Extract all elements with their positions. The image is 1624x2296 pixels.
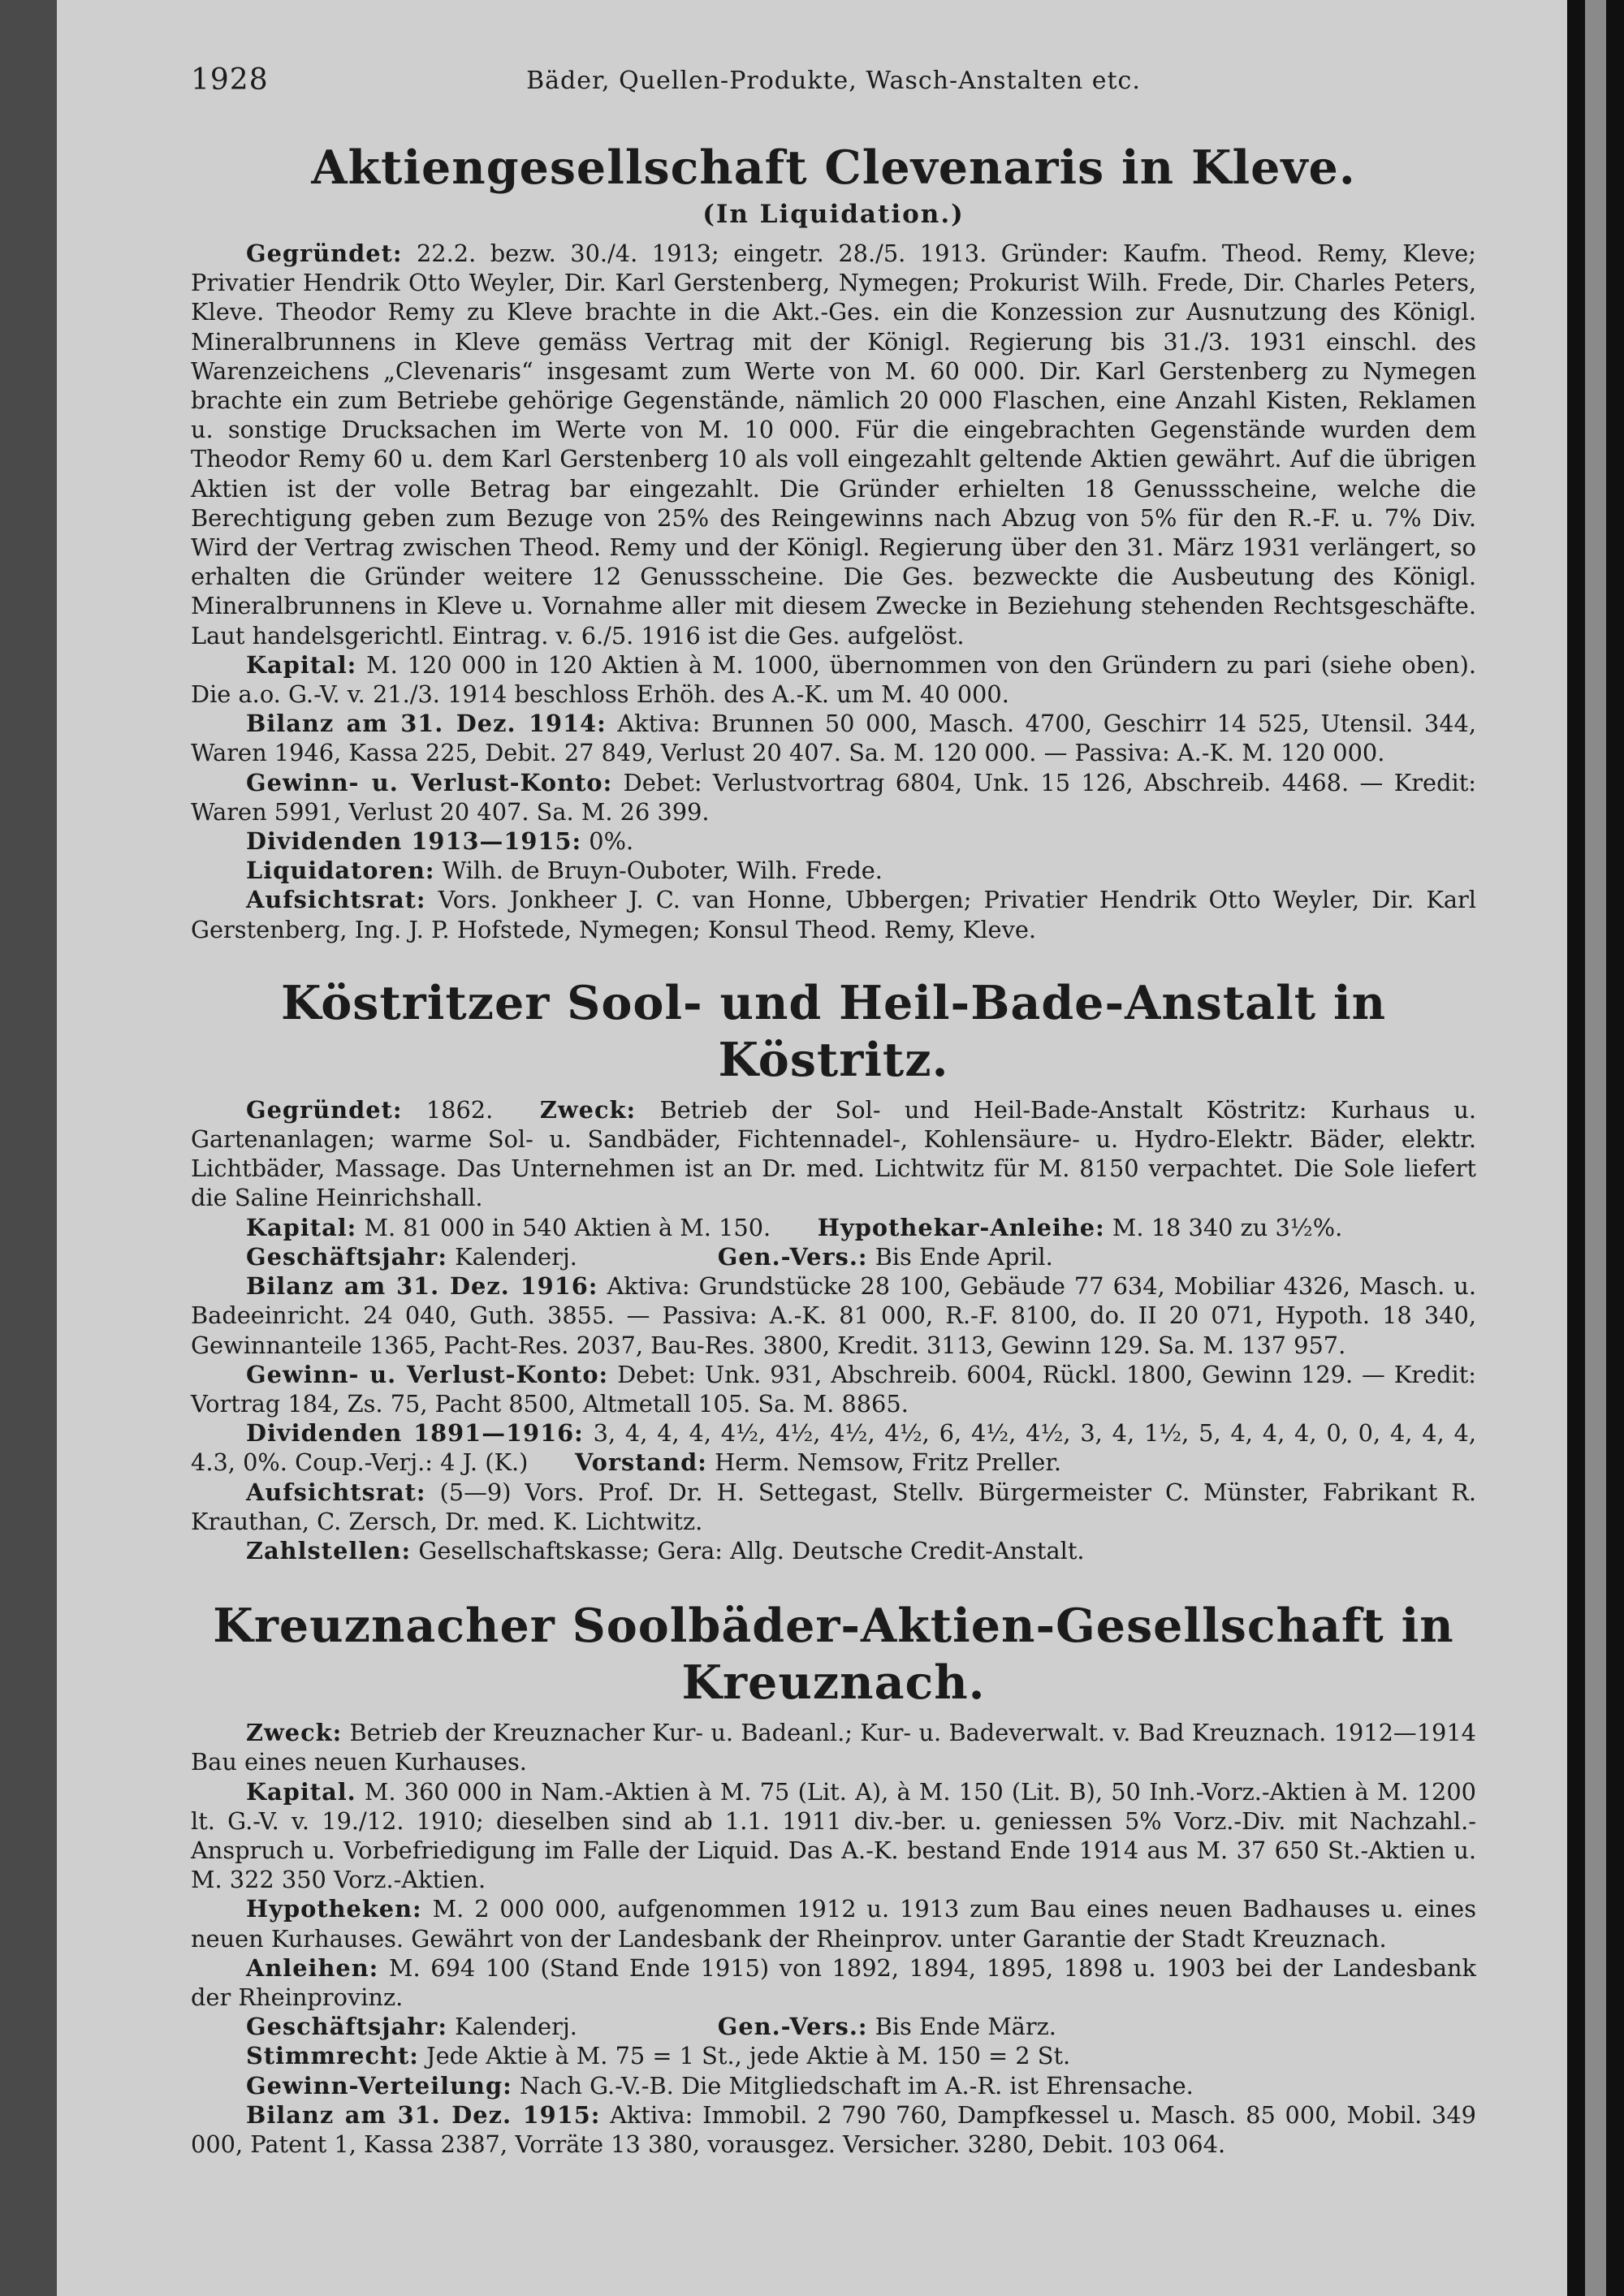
field-text: M. 81 000 in 540 Aktien à M. 150. [364,1213,771,1241]
field-label: Aufsichtsrat: [246,1478,426,1506]
field-text: Betrieb der Kreuznacher Kur- u. Badeanl.; Kur- u. Badeverwalt. v. Bad Kreuznach. 1912—1914 Bau eines neuen Kurhauses. [191,1719,1476,1776]
adjacent-page-strip [1585,0,1606,2296]
entry-title: Köstritzer Sool- und Heil-Bade-Anstalt in Köstritz. [280,975,1387,1087]
paragraph-geschaeftsjahr [191,2012,1476,2041]
field-label: Kapital. [246,1777,356,1806]
field-label: Hypothekar-Anleihe: [817,1213,1105,1241]
paragraph-gegruendet [191,239,1476,650]
paragraph-gewinn-verlust [191,768,1476,826]
field-text: Betrieb der Sol- und Heil-Bade-Anstalt Köstritz: Kurhaus u. Gartenanlagen; warme Sol- u. Sandbäder, Fichtennadel-, Kohlensäure- u. Hydro-Elektr. Bäder, elektr. Lichtbäder, Massage. Das Unternehmen ist an Dr. med. Lichtwitz für M. 8150 verpachtet. Die Sole liefert die Saline Heinrichshall. [191,1095,1476,1212]
field-text: Debet: Unk. 931, Abschreib. 6004, Rückl. 1800, Gewinn 129. — Kredit: Vortrag 184, Zs. 75, Pacht 8500, Altmetall 105. Sa. M. 8865. [191,1360,1476,1418]
paragraph-kapital [191,1213,1476,1242]
field-text: M. 120 000 in 120 Aktien à M. 1000, übernommen von den Gründern zu pari (siehe oben). Die a.o. G.-V. v. 21./3. 1914 beschloss Erhöh. des A.-K. um M. 40 000. [191,650,1476,709]
field-label: Gegründet: [246,240,403,267]
field-label: Dividenden 1913—1915: [246,827,582,856]
field-label: Gewinn-Verteilung: [246,2071,512,2100]
field-label: Zweck: [246,1719,343,1747]
field-text: 22.2. bezw. 30./4. 1913; eingetr. 28./5. 1913. Gründer: Kaufm. Theod. Remy, Kleve; Privatier Hendrik Otto Weyler, Dir. Karl Gerstenberg, Nymegen; Prokurist Wilh. Frede, Dir. Charles Peters, Kleve. Theodor Remy zu Kleve brachte in die Akt.-Ges. ein die Konzession zur Ausnutzung des Königl. Mineralbrunnens in Kleve gemäss Vertrag mit der Königl. Regierung bis 31./3. 1931 einschl. des Warenzeichens „Clevenaris“ insgesamt zum Werte von M. 60 000. Dir. Karl Gerstenberg zu Nymegen brachte ein zum Betriebe gehörige Gegenstände, nämlich 20 000 Flaschen, eine Anzahl Kisten, Reklamen u. sonstige Drucksachen im Werte von M. 10 000. Für die eingebrachten Gegenstände wurden dem Theodor Remy 60 u. dem Karl Gerstenberg 10 als voll eingezahlt geltende Aktien gewährt. Auf die übrigen Aktien ist der volle Betrag bar eingezahlt. Die Gründer erhielten 18 Genussscheine, welche die Berechtigung geben zum Bezuge von 25% des Reingewinns nach Abzug von 5% für den R.-F. u. 7% Div. Wird der Vertrag zwischen Theod. Remy und der Königl. Regierung über den 31. März 1931 verlängert, so erhalten die Gründer weitere 12 Genussscheine. Die Ges. bezweckte die Ausbeutung des Königl. Mineralbrunnens in Kleve u. Vornahme aller mit diesem Zwecke in Beziehung stehenden Rechtsgeschäfte. Laut handelsgerichtl. Eintrag. v. 6./5. 1916 ist die Ges. aufgelöst. [191,240,1476,650]
paragraph-zweck [191,1718,1476,1776]
paragraph-bilanz [191,2100,1476,2159]
entry-clevenaris [191,140,1476,944]
field-label: Gen.-Vers.: [717,2013,868,2041]
field-text: 0%. [589,827,634,856]
field-text: Jede Aktie à M. 75 = 1 St., jede Aktie à M. 150 = 2 St. [426,2042,1071,2070]
field-label: Stimmrecht: [246,2042,419,2070]
paragraph-liquidatoren [191,856,1476,885]
field-text: Nach G.-V.-B. Die Mitgliedschaft im A.-R. ist Ehrensache. [519,2071,1194,2100]
field-text: Aktiva: Immobil. 2 790 760, Dampfkessel u. Masch. 85 000, Mobil. 349 000, Patent 1, Kassa 2387, Vorräte 13 380, vorausgez. Versicher. 3280, Debit. 103 064. [191,2100,1476,2158]
field-label: Dividenden 1891—1916: [246,1419,584,1448]
field-text: Vors. Jonkheer J. C. van Honne, Ubbergen; Privatier Hendrik Otto Weyler, Dir. Karl Gerstenberg, Ing. J. P. Hofstede, Nymegen; Konsul Theod. Remy, Kleve. [191,886,1476,943]
paragraph-kapital [191,650,1476,709]
field-label: Aufsichtsrat: [246,886,426,914]
paragraph-gewinn-verlust [191,1360,1476,1418]
field-text: Gesellschaftskasse; Gera: Allg. Deutsche Credit-Anstalt. [418,1536,1085,1564]
field-text: Kalenderj. [455,1242,577,1271]
field-label: Liquidatoren: [246,857,435,885]
field-label: Zweck: [539,1095,637,1124]
field-label: Zahlstellen: [246,1536,412,1564]
page-header [191,63,1476,101]
entry-title: Aktiengesellschaft Clevenaris in Kleve. [311,140,1356,195]
field-text: M. 2 000 000, aufgenommen 1912 u. 1913 zum Bau eines neuen Badhauses u. eines neuen Kurhauses. Gewährt von der Landesbank der Rheinprov. unter Garantie der Stadt Kreuznach. [191,1895,1477,1953]
paragraph-dividenden [191,826,1476,856]
field-label: Bilanz am 31. Dez. 1915: [246,2100,601,2129]
paragraph-gegruendet-zweck [191,1095,1476,1213]
paragraph-gewinn-verteilung [191,2071,1476,2100]
field-text: 3, 4, 4, 4, 4½, 4½, 4½, 4½, 6, 4½, 4½, 3, 4, 1½, 5, 4, 4, 4, 0, 0, 4, 4, 4, 4.3, 0%. Coup.-Verj.: 4 J. (K.) [191,1419,1477,1477]
paragraph-aufsichtsrat [191,885,1476,943]
field-text: Debet: Verlustvortrag 6804, Unk. 15 126, Abschreib. 4468. — Kredit: Waren 5991, Verlust 20 407. Sa. M. 26 399. [191,768,1476,826]
entry-subtitle: (In Liquidation.) [702,200,965,229]
paragraph-geschaeftsjahr [191,1242,1476,1271]
field-label: Anleihen: [246,1953,379,1982]
paragraph-kapital [191,1777,1476,1895]
field-label: Bilanz am 31. Dez. 1914: [246,710,607,738]
field-text: 1862. [425,1095,494,1124]
scan-right-edge [1567,0,1624,2296]
paragraph-bilanz [191,1271,1476,1360]
field-text: M. 18 340 zu 3½%. [1112,1213,1343,1241]
field-text: M. 360 000 in Nam.-Aktien à M. 75 (Lit. A), à M. 150 (Lit. B), 50 Inh.-Vorz.-Aktien à M. 1200 lt. G.-V. v. 19./12. 1910; dieselben sind ab 1.1. 1911 div.-ber. u. geniessen 5% Vorz.-Div. mit Nachzahl.-Anspruch u. Vorbefriedigung im Falle der Liquid. Das A.-K. bestand Ende 1914 aus M. 37 650 St.-Aktien u. M. 322 350 Vorz.-Aktien. [191,1777,1476,1894]
paragraph-anleihen [191,1953,1476,2012]
field-text: Aktiva: Brunnen 50 000, Masch. 4700, Geschirr 14 525, Utensil. 344, Waren 1946, Kassa 225, Debit. 27 849, Verlust 20 407. Sa. M. 120 000. — Passiva: A.-K. M. 120 000. [191,710,1477,767]
field-label: Kapital: [246,650,357,679]
paragraph-dividenden [191,1418,1476,1477]
field-label: Geschäftsjahr: [246,2013,447,2041]
scan-left-margin [0,0,57,2296]
field-text: M. 694 100 (Stand Ende 1915) von 1892, 1894, 1895, 1898 u. 1903 bei der Landesbank der Rheinprovinz. [191,1953,1477,2011]
field-text: Bis Ende März. [875,2013,1056,2041]
field-label: Gewinn- u. Verlust-Konto: [246,768,613,796]
field-label: Gewinn- u. Verlust-Konto: [246,1360,609,1388]
field-label: Vorstand: [574,1448,707,1477]
field-label: Geschäftsjahr: [246,1242,447,1271]
paragraph-aufsichtsrat [191,1478,1476,1536]
paragraph-zahlstellen [191,1536,1476,1565]
field-text: Bis Ende April. [875,1242,1053,1271]
paragraph-stimmrecht [191,2041,1476,2070]
section-gap [191,1565,1476,1598]
paragraph-bilanz [191,709,1476,767]
running-title: Bäder, Quellen-Produkte, Wasch-Anstalten etc. [526,67,1141,95]
page-number: 1928 [191,63,269,97]
field-text: Kalenderj. [455,2013,577,2041]
field-label: Kapital: [246,1213,357,1241]
field-text: (5—9) Vors. Prof. Dr. H. Settegast, Stellv. Bürgermeister C. Münster, Fabrikant R. Krauthan, C. Zersch, Dr. med. K. Lichtwitz. [191,1478,1476,1535]
field-label: Bilanz am 31. Dez. 1916: [246,1272,598,1301]
section-gap [191,944,1476,975]
field-text: Aktiva: Grundstücke 28 100, Gebäude 77 634, Mobiliar 4326, Masch. u. Badeeinricht. 24 040, Guth. 3855. — Passiva: A.-K. 81 000, R.-F. 8100, do. II 20 071, Hypoth. 18 340, Gewinnanteile 1365, Pacht-Res. 2037, Bau-Res. 3800, Kredit. 3113, Gewinn 129. Sa. M. 137 957. [191,1272,1477,1359]
paragraph-hypotheken [191,1894,1476,1953]
field-text: Herm. Nemsow, Fritz Preller. [715,1448,1062,1477]
field-label: Gegründet: [246,1095,403,1124]
entry-koestritzer [191,975,1476,1565]
field-text: Wilh. de Bruyn-Ouboter, Wilh. Frede. [442,857,883,885]
document-page [57,0,1567,2296]
entry-title: Kreuznacher Soolbäder-Aktien-Gesellschaft in Kreuznach. [213,1599,1454,1711]
field-label: Hypotheken: [246,1895,422,1923]
field-label: Gen.-Vers.: [717,1242,868,1271]
entry-kreuznacher [191,1598,1476,2159]
